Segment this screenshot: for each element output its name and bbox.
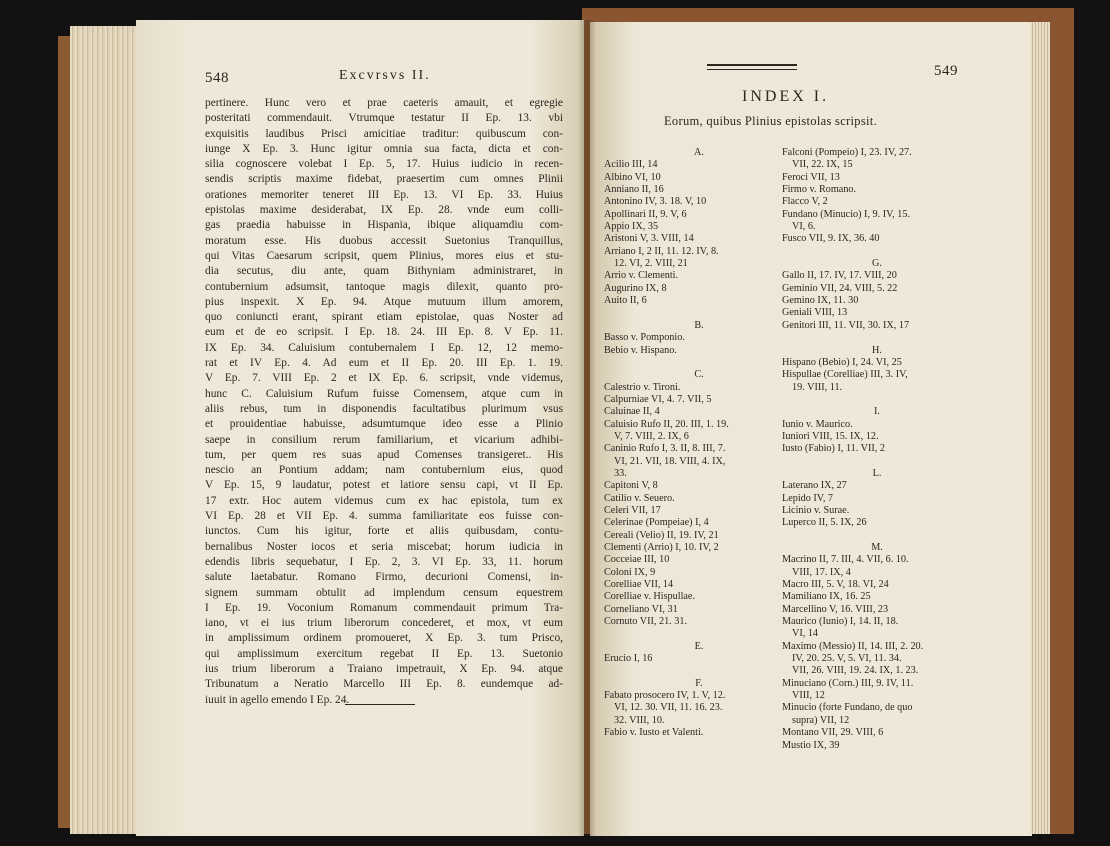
index-entry: Apollinari II, 9. V, 6 (604, 208, 687, 220)
index-entry: Arrio v. Clementi. (604, 270, 679, 282)
index-rule-top (707, 64, 797, 66)
index-column-right (782, 147, 972, 752)
index-entry: VI, 12. 30. VII, 11. 16. 23. (614, 702, 723, 714)
index-spacer (604, 628, 794, 640)
index-entry: Luperco II, 5. IX, 26 (782, 517, 867, 529)
index-entry: Geminio VII, 24. VIII, 5. 22 (782, 282, 898, 294)
index-entry: Coloni IX, 9 (604, 566, 656, 578)
index-entry: Bebio v. Hispano. (604, 344, 677, 356)
text-line: tum, per quem res suas apud Comenses transigeret.. His (205, 448, 563, 461)
text-line: pertinere. Hunc vero et prae caeteris amauit, et egregie (205, 97, 563, 109)
text-line: iunctos. Cum his igitur, forte et aliis quibusdam, contu- (205, 525, 563, 538)
page-edges-left (70, 26, 136, 834)
text-line: eum et de eo scripsit. I Ep. 18. 24. III Ep. 8. V Ep. 11. (205, 326, 563, 339)
index-entry: VIII, 12 (792, 690, 825, 702)
index-entry: Mustio IX, 39 (782, 739, 840, 751)
index-entry: Calpurniae VI, 4. 7. VII, 5 (604, 393, 712, 405)
index-entry: Aristoni V, 3. VIII, 14 (604, 233, 694, 245)
text-line: rat et IV Ep. 4. Ad eum et II Ep. 20. III Ep. 1. 19. (205, 357, 563, 370)
text-line: bernalibus Noster iocos et seria miscebat; horum iudicia in (205, 540, 563, 553)
index-spacer (604, 357, 794, 369)
text-line: epistolas maxime desiderabat, IX Ep. 28. vnde eum colli- (205, 204, 563, 217)
index-entry: Anniano II, 16 (604, 184, 664, 196)
index-entry: Celerinae (Pompeiae) I, 4 (604, 517, 709, 529)
index-entry: Corelliae VII, 14 (604, 579, 674, 591)
index-entry: Corneliano VI, 31 (604, 603, 678, 615)
index-entry: Macro III, 5. V, 18. VI, 24 (782, 579, 889, 591)
index-entry: Mamiliano IX, 16. 25 (782, 591, 871, 603)
index-entry: 19. VIII, 11. (792, 381, 843, 393)
index-entry: Minuciano (Corn.) III, 9. IV, 11. (782, 677, 914, 689)
text-line: signem summam obtulit ad implendum censum equestrem (205, 586, 563, 599)
index-column-left (604, 147, 794, 740)
index-spacer (604, 307, 794, 319)
text-line: orationes memoriter teneret III Ep. 13. VI Ep. 33. Huius (205, 188, 563, 201)
index-letter-heading: C. (694, 369, 704, 381)
text-line: dia secutus, diu ante, quam Bithyniam administraret, in (205, 265, 563, 278)
text-line: et prouidentiae habuisse, adsumtumque ideo esse a Plinio (205, 418, 563, 431)
text-line: VI Ep. 28 et VII Ep. 4. summa familiaritate eos fuisse con- (205, 510, 563, 523)
text-line: iunge X Ep. 3. Hunc igitur omnia sua facta, dicta et con- (205, 142, 563, 155)
index-entry: Albino VI, 10 (604, 171, 661, 183)
index-entry: Fundano (Minucio) I, 9. IV, 15. (782, 208, 910, 220)
left-page-number: 548 (205, 70, 229, 86)
index-entry: Cocceiae III, 10 (604, 554, 670, 566)
text-line: ius trium liberorum a Traiano impetrauit, X Ep. 94. atque (205, 662, 563, 675)
text-line: I Ep. 19. Voconium Romanum commendauit primum Tra- (205, 601, 563, 614)
index-entry: Caninio Rufo I, 3. II, 8. III, 7. (604, 443, 726, 455)
index-entry: VI, 6. (792, 221, 816, 233)
index-entry: Antonino IV, 3. 18. V, 10 (604, 196, 707, 208)
index-entry: Macrino II, 7. III, 4. VII, 6. 10. (782, 554, 909, 566)
index-letter-heading: B. (694, 319, 704, 331)
index-entry: Genitori III, 11. VII, 30. IX, 17 (782, 319, 910, 331)
index-letter-heading: A. (694, 147, 704, 158)
index-entry: Maurico (Iunio) I, 14. II, 18. (782, 616, 899, 628)
text-line: qui Vitas Caesarum scripsit, quem Plinius, mores eius et stu- (205, 249, 563, 262)
index-entry: IV, 20. 25. V, 5. VI, 11. 34. (792, 653, 902, 665)
index-spacer (782, 530, 972, 542)
index-entry: Marcellino V, 16. VIII, 23 (782, 603, 889, 615)
index-title: INDEX I. (742, 88, 830, 105)
index-entry: Feroci VII, 13 (782, 171, 840, 183)
index-entry: Catilio v. Seuero. (604, 492, 675, 504)
index-entry: Licinio v. Surae. (782, 504, 850, 516)
running-head: Excvrsvs II. (339, 68, 431, 83)
text-line: iuuit in agello emendo I Ep. 24. (205, 693, 350, 706)
text-line: aliis rebus, tum in disponendis facultatibus plurimum vsus (205, 402, 563, 415)
index-entry: V, 7. VIII, 2. IX, 6 (614, 430, 689, 442)
index-entry: 32. VIII, 10. (614, 714, 665, 726)
text-line: posteritati commendauit. Vtrumque testatur II Ep. 13. vbi (205, 112, 563, 125)
index-entry: Hispullae (Corelliae) III, 3. IV, (782, 369, 908, 381)
text-line: gas praedia habuisse in Hispania, ibique aliquamdiu com- (205, 219, 563, 232)
right-page-number: 549 (934, 63, 958, 79)
index-entry: Flacco V, 2 (782, 196, 828, 208)
index-entry: Cornuto VII, 21. 31. (604, 616, 688, 628)
text-line: hunc C. Caluisium Rufum fuisse Comensem, atque cum in (205, 387, 563, 400)
index-entry: Iusto (Fabio) I, 11. VII, 2 (782, 443, 885, 455)
index-rule-bottom (707, 69, 797, 70)
index-entry: Geniali VIII, 13 (782, 307, 848, 319)
page-edges-right (1030, 22, 1050, 834)
index-letter-heading: G. (872, 258, 882, 270)
index-entry: Caluinae II, 4 (604, 406, 660, 418)
index-letter-heading: M. (871, 542, 883, 553)
index-entry: Auito II, 6 (604, 295, 647, 307)
index-spacer (782, 332, 972, 344)
text-line: Tribunatum a Neratio Marcello III Ep. 8. eundemque ad- (205, 678, 563, 691)
index-spacer (604, 665, 794, 677)
text-line: silia cognoscere volebat I Ep. 5, 17. Huius iudicio in recen- (205, 158, 563, 171)
book-gutter (578, 20, 596, 836)
index-entry: Falconi (Pompeio) I, 23. IV, 27. (782, 147, 912, 158)
index-letter-heading: I. (874, 406, 880, 418)
text-line: V Ep. 15, 9 laudatur, potest et latiore sensu capi, vt II Ep. (205, 479, 563, 492)
index-letter-heading: E. (694, 640, 704, 652)
index-spacer (782, 394, 972, 406)
index-entry: Capitoni V, 8 (604, 480, 658, 492)
index-entry: Iunio v. Maurico. (782, 418, 853, 430)
index-entry: supra) VII, 12 (792, 714, 850, 726)
left-page-body (205, 96, 563, 708)
index-entry: 33. (614, 467, 627, 479)
index-entry: Cereali (Velio) II, 19. IV, 21 (604, 529, 719, 541)
index-entry: Fusco VII, 9. IX, 36. 40 (782, 233, 880, 245)
index-entry: Calestrio v. Tironi. (604, 381, 681, 393)
text-line: moratum esse. His duobus accessit Suetonius Tranquillus, (205, 234, 563, 247)
text-line: pius inspexit. X Ep. 94. Atque mutuum illum amorem, (205, 295, 563, 308)
index-letter-heading: L. (872, 467, 882, 479)
text-line: salute laetabatur. Romano Firmo, decurioni Comensi, in- (205, 571, 563, 584)
index-entry: Celeri VII, 17 (604, 504, 661, 516)
index-entry: 12. VI, 2. VIII, 21 (614, 258, 688, 270)
index-entry: Clementi (Arrio) I, 10. IV, 2 (604, 542, 719, 553)
index-entry: Caluisio Rufo II, 20. III, 1. 19. (604, 418, 729, 430)
index-entry: Minucio (forte Fundano, de quo (782, 702, 913, 714)
text-line: exquisitis laudibus Prisci amicitiae traditur: quibuscum con- (205, 127, 563, 140)
index-entry: Arriano I, 2 II, 11. 12. IV, 8. (604, 245, 719, 257)
text-line: sendis scriptis maxime fidebat, praesertim cum omnes Plinii (205, 173, 563, 186)
index-entry: Erucio I, 16 (604, 653, 653, 665)
index-entry: VI, 21. VII, 18. VIII, 4. IX, (614, 455, 726, 467)
index-entry: Gemino IX, 11. 30 (782, 295, 859, 307)
index-entry: Hispano (Bebio) I, 24. VI, 25 (782, 356, 902, 368)
index-letter-heading: F. (695, 677, 703, 689)
index-entry: Corelliae v. Hispullae. (604, 591, 696, 603)
index-entry: Basso v. Pomponio. (604, 332, 685, 344)
index-spacer (782, 246, 972, 258)
index-entry: VII, 22. IX, 15 (792, 159, 853, 171)
text-line: nescio an Pontium addam; nam contubernium eius, quod (205, 464, 563, 477)
index-entry: Fabato prosocero IV, 1. V, 12. (604, 690, 726, 702)
index-entry: Iuniori VIII, 15. IX, 12. (782, 430, 879, 442)
text-line: IX Ep. 34. Caluisium contubernalem I Ep. 12, 12 memo- (205, 341, 563, 354)
text-line: in amplissimum ordinem promoueret, X Ep. 3. tum Priscо, (205, 632, 563, 645)
text-line: V Ep. 7. VIII Ep. 2 et IX Ep. 6. scripsit, vnde videmus, (205, 372, 563, 385)
index-entry: Acilio III, 14 (604, 159, 658, 171)
end-rule (345, 704, 415, 705)
text-line: saepe in consilium rerum familiarium, et vicarium adhibi- (205, 433, 563, 446)
index-entry: Fabio v. Iusto et Valenti. (604, 727, 704, 739)
index-entry: Lepido IV, 7 (782, 492, 834, 504)
index-entry: Gallo II, 17. IV, 17. VIII, 20 (782, 270, 897, 282)
index-entry: VIII, 17. IX, 4 (792, 566, 851, 578)
index-entry: Montano VII, 29. VIII, 6 (782, 727, 884, 739)
index-entry: Appio IX, 35 (604, 221, 659, 233)
text-line: 17 extr. Hoc autem videmus cum ex hac epistola, tum ex (205, 494, 563, 507)
text-line: quo coniuncti erant, spirant etiam epistolae, quas Noster ad (205, 311, 563, 324)
index-entry: Augurino IX, 8 (604, 282, 667, 294)
text-line: contubernium adsumsit, tantoque magis dilexit, quanto pro- (205, 280, 563, 293)
text-line: qui amplissimum exercitum regebat II Ep. 13. Suetonio (205, 647, 563, 660)
text-line: edendis libris sequebatur, I Ep. 2, 3. VI Ep. 33, 11. horum (205, 555, 563, 568)
index-subtitle: Eorum, quibus Plinius epistolas scripsit. (664, 114, 877, 128)
text-line: iano, vt ei ius trium liberorum concederet, et mox, vt eum (205, 617, 563, 630)
index-spacer (782, 456, 972, 468)
index-entry: VII, 26. VIII, 19. 24. IX, 1. 23. (792, 665, 919, 677)
index-entry: VI, 14 (792, 628, 819, 640)
index-entry: Firmo v. Romano. (782, 184, 857, 196)
index-letter-heading: H. (872, 344, 882, 356)
index-entry: Maximo (Messio) II, 14. III, 2. 20. (782, 640, 924, 652)
index-entry: Laterano IX, 27 (782, 480, 847, 492)
